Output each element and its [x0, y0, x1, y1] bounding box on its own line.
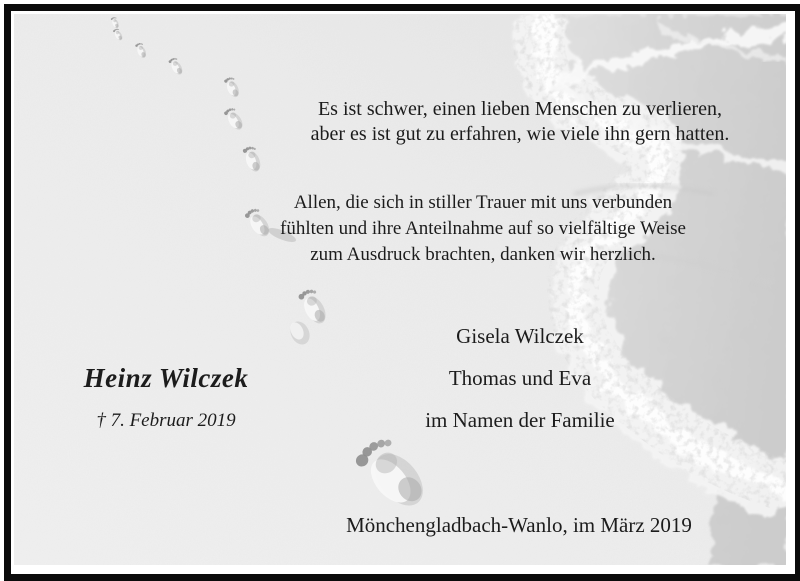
- verse-line: Es ist schwer, einen lieben Menschen zu verlieren,: [317, 98, 723, 120]
- family-name: Gisela Wilczek: [456, 324, 584, 348]
- deceased-name: Heinz Wilczek: [83, 363, 249, 393]
- opening-verse: [260, 97, 780, 146]
- family-name: Thomas und Eva: [448, 366, 592, 390]
- thanks-line: Allen, die sich in stiller Trauer mit uns verbunden: [293, 192, 673, 213]
- verse-line: aber es ist gut zu erfahren, wie viele ihn gern hatten.: [310, 122, 730, 145]
- mourning-family-names: [360, 324, 680, 450]
- family-closing: im Namen der Familie: [425, 408, 615, 432]
- thanks-message: [243, 190, 723, 268]
- memorial-notice-photo: [14, 14, 786, 565]
- memorial-notice-frame: [4, 4, 800, 581]
- thanks-line: fühlten und ihre Anteilnahme auf so vielfältige Weise: [280, 218, 686, 239]
- thanks-line: zum Ausdruck brachten, danken wir herzlich.: [310, 244, 656, 265]
- place-and-date-line: Mönchengladbach-Wanlo, im März 2019: [346, 513, 692, 537]
- deceased-death-date: † 7. Februar 2019: [96, 410, 236, 431]
